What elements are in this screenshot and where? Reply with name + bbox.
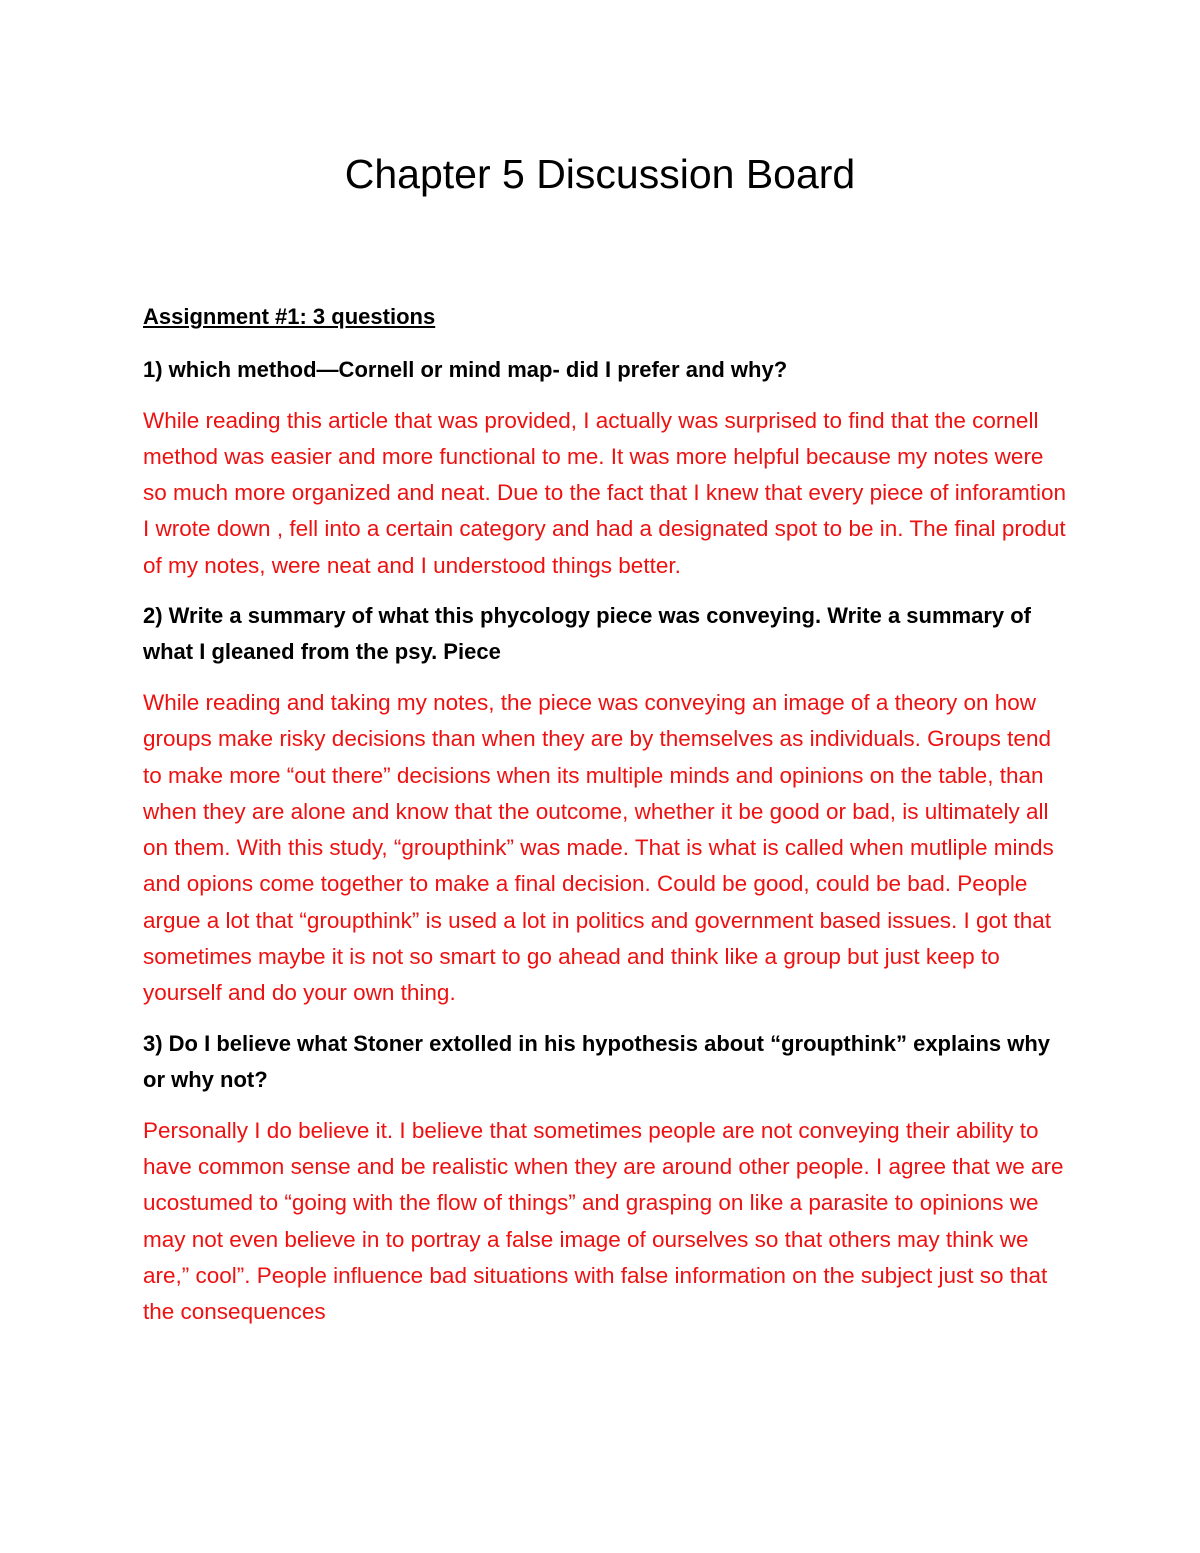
document-body <box>143 300 1068 1344</box>
answer-3: Personally I do believe it. I believe that sometimes people are not conveying their ability to have common sense and be realistic when they are around other people. I agree that we are ucostumed to “going with the flow of things” and grasping on like a parasite to opinions we may not even believe in to portray a false image of ourselves so that others may think we are,” cool”. People influence bad situations with false information on the subject just so that the consequences <box>143 1117 1064 1325</box>
answer-2: While reading and taking my notes, the piece was conveying an image of a theory on how groups make risky decisions than when they are by themselves as individuals. Groups tend to make more “out there” decisions when its multiple minds and opinions on the table, than when they are alone and know that the outcome, whether it be good or bad, is ultimately all on them. With this study, “groupthink” was made. That is what is called when mutliple minds and opions come together to make a final decision. Could be good, could be bad. People argue a lot that “groupthink” is used a lot in politics and government based issues. I got that sometimes maybe it is not so smart to go ahead and think like a group but just keep to yourself and do your own thing. <box>143 689 1054 1006</box>
assignment-heading: Assignment #1: 3 questions <box>143 304 436 329</box>
question-2: 2) Write a summary of what this phycology piece was conveying. Write a summary of what I gleaned from the psy. Piece <box>143 602 1031 665</box>
section-2 <box>143 598 1068 1012</box>
section-1 <box>143 352 1068 584</box>
answer-1: While reading this article that was provided, I actually was surprised to find that the cornell method was easier and more functional to me. It was more helpful because my notes were so much more organized and neat. Due to the fact that I knew that every piece of inforamtion I wrote down , fell into a certain category and had a designated spot to be in. The final produt of my notes, were neat and I understood things better. <box>143 407 1067 578</box>
page-title: Chapter 5 Discussion Board <box>344 151 856 197</box>
question-1: 1) which method—Cornell or mind map- did I prefer and why? <box>143 357 788 382</box>
question-3: 3) Do I believe what Stoner extolled in his hypothesis about “groupthink” explains why or why not? <box>143 1030 1051 1093</box>
section-3 <box>143 1026 1068 1331</box>
